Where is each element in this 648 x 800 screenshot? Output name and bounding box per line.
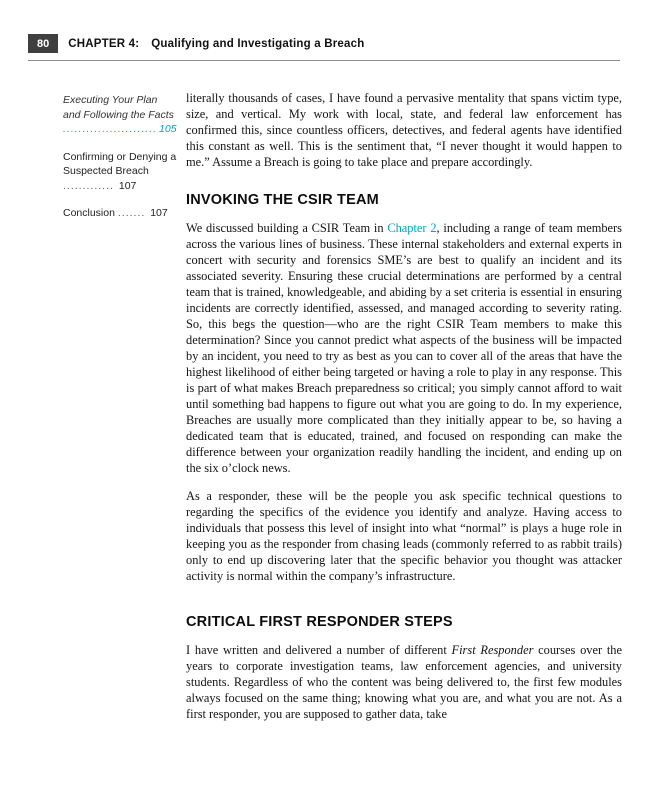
toc-leader-dots: ............. [63, 179, 114, 192]
toc-label: Conclusion [63, 207, 118, 219]
text-run: , including a range of team members across the various lines of business. These internal stakeholders and external experts in concert with security and forensics SME’s are best to qualify an incident and its associated severity. Ensuring these crucial determinations are performed by a central team that is trained, knowledgeable, and abiding by a set criteria is essential in ensuring incidents are correctly identified, assessed, and managed according to severity rating. So, this begs the question—who are the right CSIR Team members to make this determination? Since you cannot predict what aspects of the business will be impacted by an incident, you need to try as best as you can to cover all of the areas that have the highest likelihood of either being targeted or having a role to play in any response. This is part of what makes Breach preparedness so critical; you simply cannot afford to wait until something bad happens to figure out what you are going to do. In my experience, Breaches are usually more complicated than they initially appear to be, so having a dedicated team that is educated, trained, and focused on responding can make the difference between your organization readily handling the incident, and ending up on the six o’clock news. [186, 221, 622, 475]
toc-page-number: 107 [115, 179, 137, 192]
italic-term-first-responder: First Responder [451, 643, 534, 657]
toc-label: Confirming or Denying a Suspected Breach [63, 150, 177, 177]
chapter-label: CHAPTER 4: [68, 37, 140, 50]
section-heading-invoking-the-csir-team: INVOKING THE CSIR TEAM [186, 192, 379, 208]
toc-item-confirming-or-denying [63, 150, 177, 194]
toc-item-executing-your-plan [63, 93, 177, 137]
margin-toc [63, 93, 177, 234]
toc-label: Executing Your Plan and Following the Facts [63, 94, 174, 121]
toc-page-number[interactable]: 105 [159, 123, 177, 135]
paragraph-first-responder [186, 642, 622, 722]
section-heading-critical-first-responder-steps: CRITICAL FIRST RESPONDER STEPS [186, 614, 453, 630]
toc-leader-dots: ....... [117, 207, 146, 219]
page-header [28, 34, 620, 61]
text-run: courses over the years to corporate investigation teams, law enforcement agencies, and university students. Regardless of who the content was being delivered to, the first few modules always focused on the same thing; knowing what you are, and what you are not. As a first responder, you are supposed to gather data, take [186, 643, 622, 721]
paragraph-as-a-responder: As a responder, these will be the people you ask specific technical questions to regarding the specifics of the evidence you identify and analyze. Having access to individuals that possess this level of insight into what “normal” is plays a huge role in keeping you as the responder from chasing leads (commonly referred to as rabbit trails) only to end up discovering later that the specific behavior you thought was attacker activity is normal within the company’s infrastructure. [186, 489, 622, 583]
chapter-2-link[interactable]: Chapter 2 [387, 221, 437, 235]
paragraph-continuation: literally thousands of cases, I have found a pervasive mentality that spans victim type, size, and vertical. My work with local, state, and federal law enforcement has confirmed this, since countless officers, detectives, and federal agents have identified this constant as well. This is the sentiment that, “I never thought it would happen to me.” Assume a Breach is going to take place and prepare accordingly. [186, 91, 622, 169]
chapter-title: Qualifying and Investigating a Breach [151, 37, 365, 50]
page-number: 80 [28, 34, 58, 53]
text-run: We discussed building a CSIR Team in [186, 221, 388, 235]
toc-leader-dots: ........................ [63, 123, 158, 135]
toc-page-number: 107 [147, 207, 168, 219]
main-text-column [186, 90, 622, 734]
toc-item-conclusion [63, 206, 177, 221]
paragraph-csir-team [186, 220, 622, 476]
text-run: I have written and delivered a number of different [186, 643, 452, 657]
